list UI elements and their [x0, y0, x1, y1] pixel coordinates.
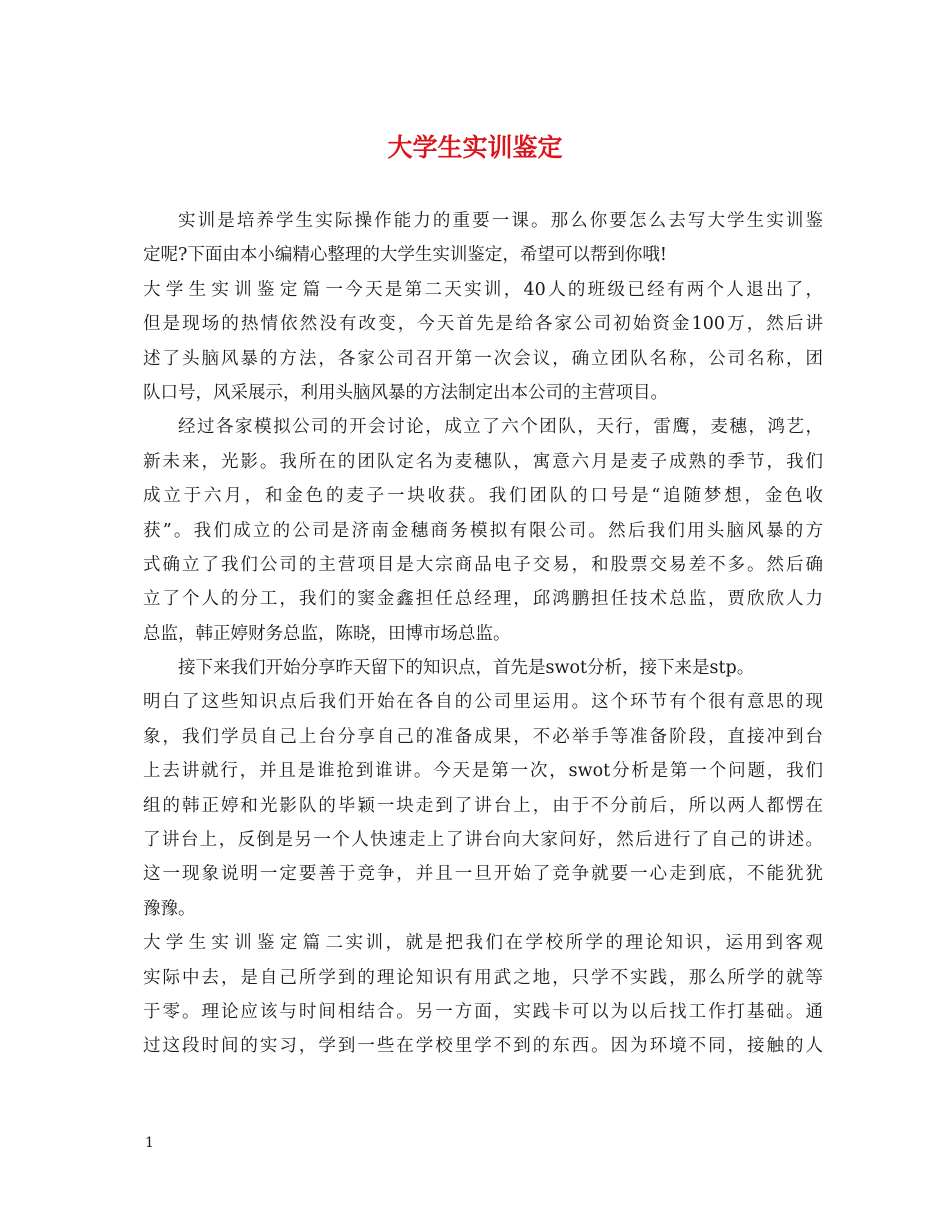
line-text: 述了头脑风暴的方法，各家公司召开第一次会议，确立团队名称，公司名称，团 — [143, 348, 823, 369]
line-text: 立了个人的分工，我们的窦金鑫担任总经理，邱鸿鹏担任技术总监，贾欣欣人力 — [143, 589, 823, 610]
text-line — [143, 961, 823, 995]
text-line — [143, 857, 823, 891]
line-text: 经过各家模拟公司的开会讨论，成立了六个团队，天行，雷鹰，麦穗，鸿艺， — [178, 417, 823, 438]
text-line — [143, 617, 823, 651]
text-line — [143, 823, 823, 857]
text-line — [143, 204, 823, 238]
line-text: 了讲台上，反倒是另一个人快速走上了讲台向大家问好，然后进行了自己的讲述。 — [143, 830, 823, 851]
text-line — [143, 548, 823, 582]
line-text: 实际中去，是自己所学到的理论知识有用武之地，只学不实践，那么所学的就等 — [143, 967, 823, 988]
line-text: 获”。我们成立的公司是济南金穗商务模拟有限公司。然后我们用头脑风暴的方 — [143, 520, 823, 541]
line-text: 定呢?下面由本小编精心整理的大学生实训鉴定，希望可以帮到你哦! — [143, 245, 667, 266]
text-line — [143, 410, 823, 444]
document-body — [143, 204, 823, 1064]
line-text: 象，我们学员自己上台分享自己的准备成果，不必举手等准备阶段，直接冲到台 — [143, 726, 823, 747]
line-text: 组的韩正婷和光影队的毕颖一块走到了讲台上，由于不分前后，所以两人都愣在 — [143, 795, 823, 816]
text-line — [143, 273, 823, 307]
section-heading: 大学生实训鉴定篇一 — [143, 279, 343, 300]
text-line — [143, 995, 823, 1029]
text-line — [143, 754, 823, 788]
text-line — [143, 445, 823, 479]
line-text: 实训是培养学生实际操作能力的重要一课。那么你要怎么去写大学生实训鉴 — [178, 211, 823, 231]
line-text: 成立于六月，和金色的麦子一块收获。我们团队的口号是“追随梦想，金色收 — [143, 486, 823, 507]
line-text: 今天是第二天实训，40人的班级已经有两个人退出了， — [343, 279, 823, 300]
text-line — [143, 789, 823, 823]
line-text: 于零。理论应该与时间相结合。另一方面，实践卡可以为以后找工作打基础。通 — [143, 1001, 823, 1022]
document-title: 大学生实训鉴定 — [387, 133, 563, 162]
text-line — [143, 479, 823, 513]
text-line — [143, 238, 823, 272]
text-line — [143, 582, 823, 616]
line-text: 实训，就是把我们在学校所学的理论知识，运用到客观 — [343, 933, 823, 954]
text-line — [143, 376, 823, 410]
line-text: 式确立了我们公司的主营项目是大宗商品电子交易，和股票交易差不多。然后确 — [143, 554, 823, 575]
text-line — [143, 685, 823, 719]
line-text: 明白了这些知识点后我们开始在各自的公司里运用。这个环节有个很有意思的现 — [143, 692, 823, 713]
text-line — [143, 342, 823, 376]
line-text: 总监，韩正婷财务总监，陈晓，田博市场总监。 — [143, 623, 511, 644]
line-text: 接下来我们开始分享昨天留下的知识点，首先是swot分析，接下来是stp。 — [178, 658, 755, 679]
text-line — [143, 514, 823, 548]
line-text: 过这段时间的实习，学到一些在学校里学不到的东西。因为环境不同，接触的人 — [143, 1036, 823, 1057]
line-text: 豫豫。 — [143, 898, 196, 919]
text-line — [143, 926, 823, 960]
section-heading: 大学生实训鉴定篇二 — [143, 933, 343, 954]
line-text: 新未来，光影。我所在的团队定名为麦穗队，寓意六月是麦子成熟的季节，我们 — [143, 451, 823, 472]
text-line — [143, 307, 823, 341]
line-text: 但是现场的热情依然没有改变，今天首先是给各家公司初始资金100万，然后讲 — [143, 314, 823, 335]
text-line — [143, 720, 823, 754]
text-line — [143, 1029, 823, 1063]
text-line — [143, 651, 823, 685]
page-number: 1 — [145, 1135, 154, 1151]
line-text: 队口号，风采展示，利用头脑风暴的方法制定出本公司的主营项目。 — [143, 382, 668, 403]
text-line — [143, 892, 823, 926]
line-text: 这一现象说明一定要善于竞争，并且一旦开始了竞争就要一心走到底，不能犹犹 — [143, 864, 823, 885]
line-text: 上去讲就行，并且是谁抢到谁讲。今天是第一次，swot分析是第一个问题，我们 — [143, 761, 823, 782]
